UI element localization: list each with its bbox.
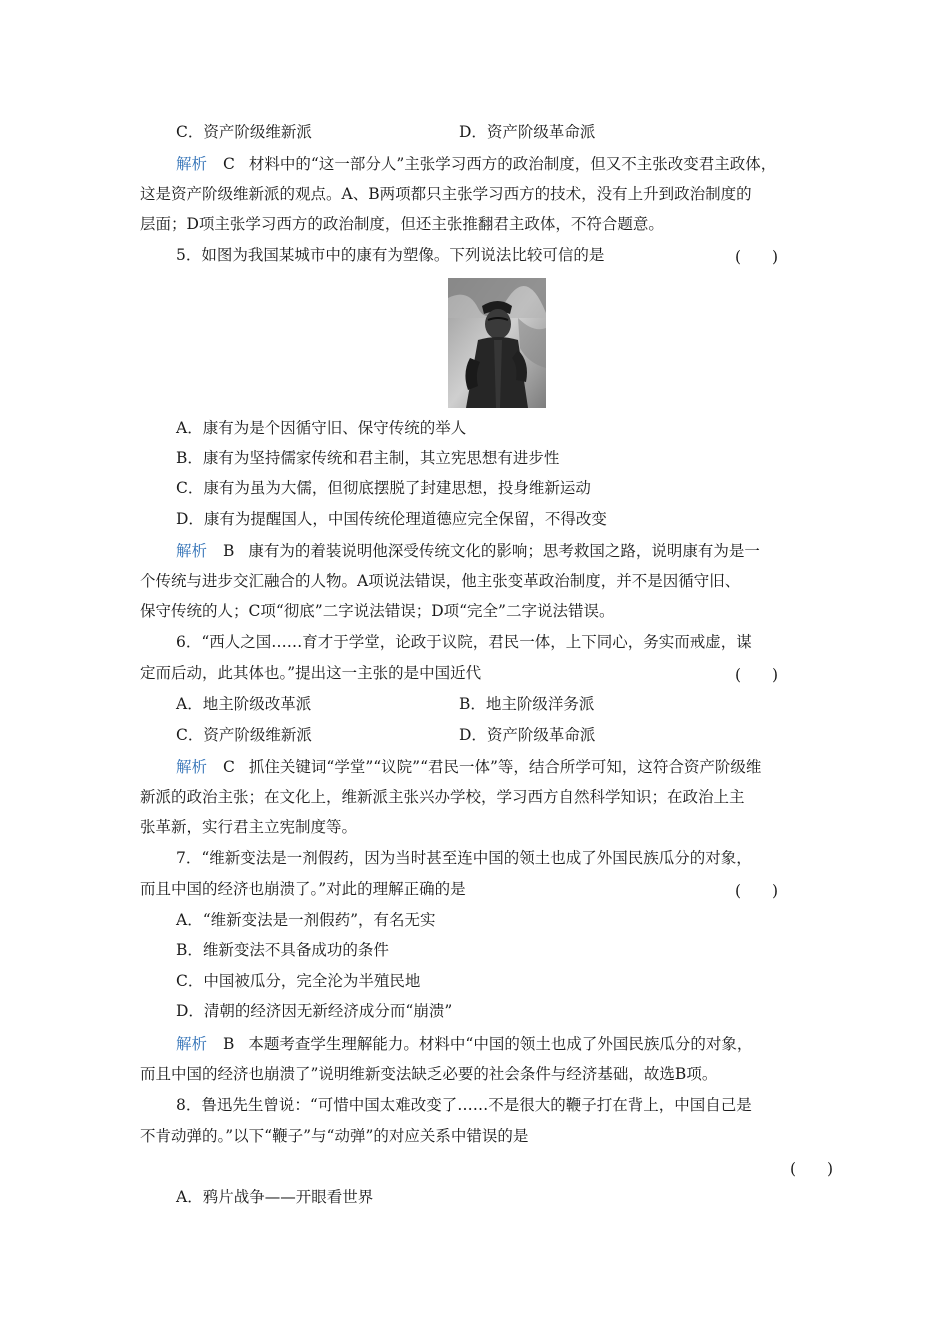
q5-analysis-line-2: 个传统与进步交汇融合的人物。A项说法错误，他主张变革政治制度，并不是因循守旧、 xyxy=(140,572,741,590)
answer-letter: C xyxy=(223,758,235,776)
q8-option-a: A．鸦片战争——开眼看世界 xyxy=(176,1188,374,1206)
q7-option-c: C．中国被瓜分，完全沦为半殖民地 xyxy=(176,972,421,990)
q6-option-c: C．资产阶级维新派 xyxy=(176,726,312,744)
q5-analysis-line-3: 保守传统的人；C项“彻底”二字说法错误；D项“完全”二字说法错误。 xyxy=(140,602,615,620)
q8-answer-paren: ( ) xyxy=(790,1160,834,1178)
q5-option-d: D．康有为提醒国人，中国传统伦理道德应完全保留，不得改变 xyxy=(176,510,607,528)
q7-stem-line-2: 而且中国的经济也崩溃了。”对此的理解正确的是 xyxy=(140,880,466,898)
q5-option-c: C．康有为虽为大儒，但彻底摆脱了封建思想，投身维新运动 xyxy=(176,479,591,497)
q8-stem-line-2: 不肯动弹的。”以下“鞭子”与“动弹”的对应关系中错误的是 xyxy=(140,1127,529,1145)
q6-stem-line-1: 6．“西人之国……育才于学堂，论政于议院，君民一体，上下同心，务实而戒虚，谋 xyxy=(176,633,752,651)
q6-analysis-line-1: 解析 C 抓住关键词“学堂”“议院”“君民一体”等，结合所学可知，这符合资产阶级维 xyxy=(176,758,762,776)
q5-option-b: B．康有为坚持儒家传统和君主制，其立宪思想有进步性 xyxy=(176,449,560,467)
q4-option-c: C．资产阶级维新派 xyxy=(176,123,312,141)
q6-stem-line-2: 定而后动，此其体也。”提出这一主张的是中国近代 xyxy=(140,664,482,682)
q6-answer-paren: ( ) xyxy=(735,666,779,684)
q7-stem-line-1: 7．“维新变法是一剂假药，因为当时甚至连中国的领土也成了外国民族瓜分的对象， xyxy=(176,849,752,867)
q7-answer-paren: ( ) xyxy=(735,882,779,900)
q4-option-d: D．资产阶级革命派 xyxy=(459,123,596,141)
q6-option-b: B．地主阶级洋务派 xyxy=(459,695,595,713)
q5-option-a: A．康有为是个因循守旧、保守传统的举人 xyxy=(176,419,467,437)
analysis-label: 解析 xyxy=(176,542,208,560)
q5-analysis-line-1: 解析 B 康有为的着装说明他深受传统文化的影响；思考救国之路，说明康有为是一 xyxy=(176,542,760,560)
q6-analysis-line-2: 新派的政治主张；在文化上，维新派主张兴办学校，学习西方自然科学知识；在政治上主 xyxy=(140,788,745,806)
q7-option-a: A．“维新变法是一剂假药”，有名无实 xyxy=(176,911,436,929)
q7-analysis-line-1: 解析 B 本题考查学生理解能力。材料中“中国的领土也成了外国民族瓜分的对象， xyxy=(176,1035,753,1053)
q6-analysis-line-3: 张革新，实行君主立宪制度等。 xyxy=(140,818,358,836)
q6-option-a: A．地主阶级改革派 xyxy=(176,695,312,713)
answer-letter: B xyxy=(223,542,235,560)
q4-analysis-line-3: 层面；D项主张学习西方的政治制度，但还主张推翻君主政体，不符合题意。 xyxy=(140,215,664,233)
q7-option-d: D．清朝的经济因无新经济成分而“崩溃” xyxy=(176,1002,453,1020)
answer-letter: B xyxy=(223,1035,235,1053)
q6-option-d: D．资产阶级革命派 xyxy=(459,726,596,744)
q4-analysis-line-1: 解析 C 材料中的“这一部分人”主张学习西方的政治制度，但又不主张改变君主政体， xyxy=(176,155,777,173)
analysis-label: 解析 xyxy=(176,155,208,173)
analysis-label: 解析 xyxy=(176,758,208,776)
answer-letter: C xyxy=(223,155,235,173)
q8-stem-line-1: 8．鲁迅先生曾说：“可惜中国太难改变了……不是很大的鞭子打在背上，中国自己是 xyxy=(176,1096,752,1114)
q5-answer-paren: ( ) xyxy=(735,248,779,266)
analysis-label: 解析 xyxy=(176,1035,208,1053)
kang-youwei-statue-image xyxy=(448,278,546,408)
q4-analysis-line-2: 这是资产阶级维新派的观点。A、B两项都只主张学习西方的技术，没有上升到政治制度的 xyxy=(140,185,752,203)
q7-analysis-line-2: 而且中国的经济也崩溃了”说明维新变法缺乏必要的社会条件与经济基础，故选B项。 xyxy=(140,1065,718,1083)
q5-stem: 5．如图为我国某城市中的康有为塑像。下列说法比较可信的是 xyxy=(176,246,605,264)
q7-option-b: B．维新变法不具备成功的条件 xyxy=(176,941,389,959)
